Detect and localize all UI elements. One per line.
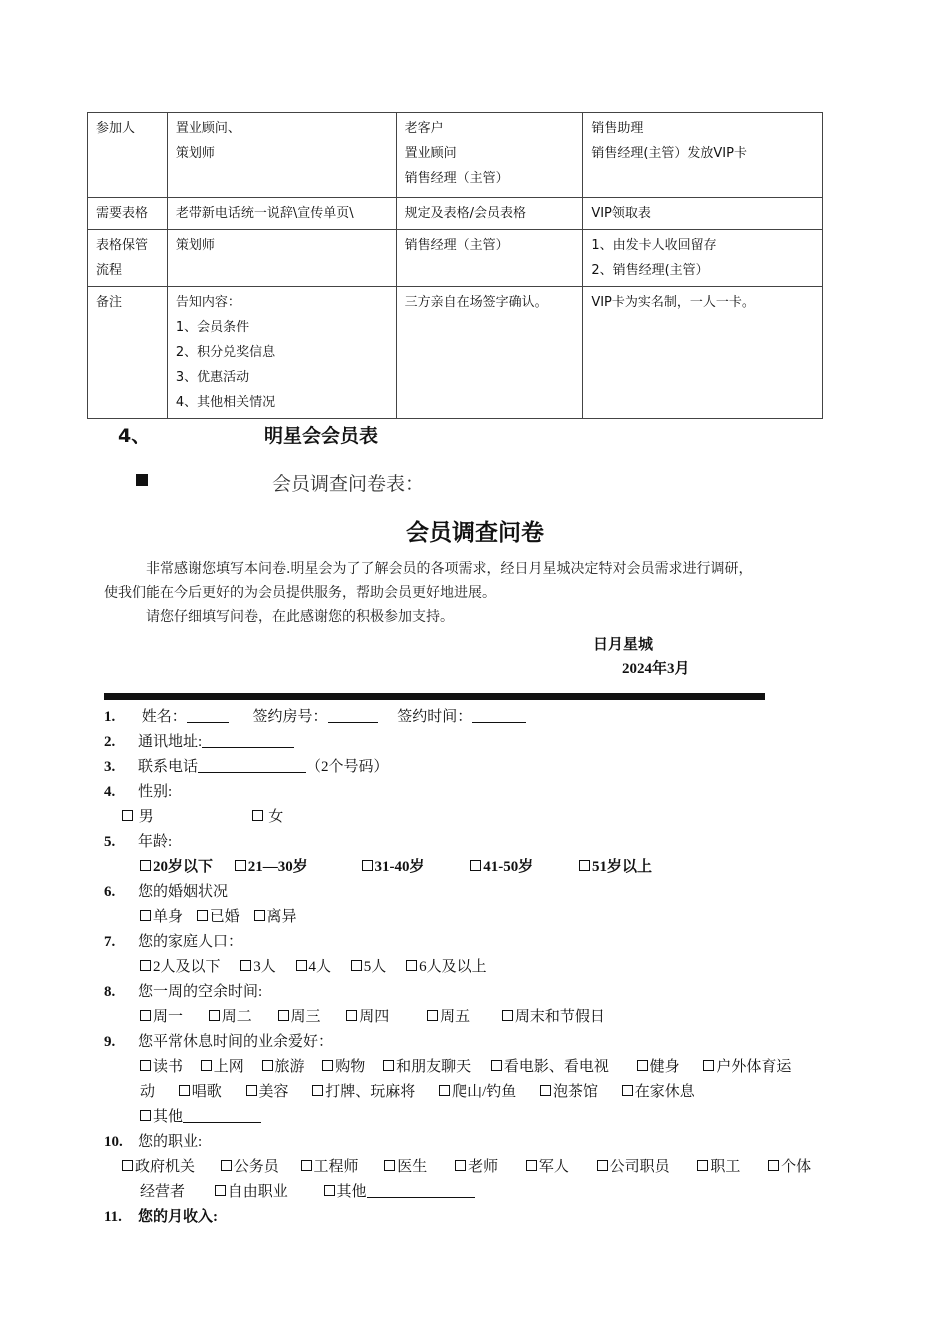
question-text: 您一周的空余时间:: [138, 984, 263, 1000]
cell-line: 3、优惠活动: [175, 370, 250, 385]
question-7: [104, 930, 243, 955]
name-field[interactable]: [187, 708, 229, 723]
address-field[interactable]: [202, 733, 294, 748]
cell-line: 销售经理(主管）发放VIP卡: [591, 146, 747, 161]
option[interactable]: [312, 1080, 415, 1105]
option[interactable]: [362, 855, 425, 880]
checkbox-icon: [470, 860, 481, 871]
question-number: 3.: [104, 759, 116, 775]
option[interactable]: [491, 1055, 609, 1080]
option[interactable]: [197, 905, 240, 930]
question-text: 性别:: [138, 784, 173, 800]
option[interactable]: [140, 905, 183, 930]
question-6: [104, 880, 228, 905]
table-cell: [583, 113, 823, 198]
option-label: 21—30岁: [247, 859, 308, 875]
checkbox-icon: [346, 1010, 357, 1021]
option[interactable]: [322, 1055, 365, 1080]
option-label: 周四: [359, 1009, 390, 1025]
checkbox-icon: [697, 1160, 708, 1171]
option[interactable]: [579, 855, 652, 880]
option-label: 41-50岁: [483, 859, 534, 875]
sign-date-field[interactable]: [472, 708, 526, 723]
option-label: 看电影、看电视: [503, 1059, 609, 1075]
option[interactable]: [622, 1080, 695, 1105]
option-label: 其他: [153, 1109, 184, 1125]
option[interactable]: [140, 1055, 183, 1080]
table-cell: 三方亲自在场签字确认。: [396, 287, 583, 419]
checkbox-icon: [502, 1010, 513, 1021]
checkbox-icon: [427, 1010, 438, 1021]
option-label: 军人: [538, 1159, 569, 1175]
signer: 日月星城: [593, 637, 654, 653]
option-label: 老师: [468, 1159, 499, 1175]
option-label: 4人: [308, 959, 332, 975]
checkbox-icon: [324, 1185, 335, 1196]
question-text: 您的职业:: [138, 1134, 203, 1150]
question-number: 4.: [104, 784, 116, 800]
option-label: 其他: [336, 1184, 367, 1200]
option-label: 职工: [710, 1159, 741, 1175]
question-number: 7.: [104, 934, 116, 950]
question-9: [104, 1030, 333, 1055]
option[interactable]: [179, 1080, 222, 1105]
option-label: 打牌、玩麻将: [325, 1084, 416, 1100]
option-label: 上网: [213, 1059, 244, 1075]
square-bullet-icon: [136, 474, 148, 486]
option-label: 户外体育运: [716, 1059, 792, 1075]
intro-line-3: 请您仔细填写问卷，在此感谢您的积极参加支持。: [146, 609, 454, 625]
q10-options-row2: [140, 1180, 475, 1205]
survey-title: 会员调查问卷: [406, 520, 544, 546]
question-text: 联系电话: [138, 759, 199, 775]
cell-line: 2、销售经理(主管）: [591, 263, 709, 278]
option[interactable]: [406, 955, 487, 980]
checkbox-icon: [351, 960, 362, 971]
option-label: 6人及以上: [419, 959, 487, 975]
checkbox-icon: [252, 810, 263, 821]
option[interactable]: [240, 955, 276, 980]
q5-options: [140, 855, 652, 880]
question-number: 11.: [104, 1209, 122, 1225]
checkbox-icon: [235, 860, 246, 871]
table-cell: [167, 113, 396, 198]
phone-field[interactable]: [198, 758, 306, 773]
section-title: 明星会会员表: [264, 425, 379, 447]
question-11: [104, 1205, 218, 1230]
option-label: 医生: [397, 1159, 428, 1175]
checkbox-icon: [296, 960, 307, 971]
table-cell: [167, 287, 396, 419]
option[interactable]: [140, 1105, 261, 1130]
checkbox-icon: [278, 1010, 289, 1021]
option-label: 离异: [266, 909, 297, 925]
table-row: [88, 230, 823, 287]
checkbox-icon: [215, 1185, 226, 1196]
table-row: [88, 198, 823, 230]
option-label: 已婚: [209, 909, 240, 925]
participants-table: [87, 112, 823, 419]
option-label: 2人及以下: [153, 959, 221, 975]
checkbox-icon: [140, 860, 151, 871]
room-field[interactable]: [328, 708, 378, 723]
option[interactable]: [346, 1005, 389, 1030]
option-label: 政府机关: [135, 1159, 196, 1175]
option-label: 健身: [649, 1059, 680, 1075]
question-2: [104, 730, 294, 755]
question-4: [104, 780, 172, 805]
checkbox-icon: [579, 860, 590, 871]
cell-line: 销售助理: [591, 121, 644, 136]
option-label: 公司职员: [609, 1159, 670, 1175]
option-label: 工程师: [313, 1159, 359, 1175]
checkbox-icon: [768, 1160, 779, 1171]
checkbox-icon: [262, 1060, 273, 1071]
table-cell: [396, 113, 583, 198]
other-field[interactable]: [367, 1183, 475, 1198]
checkbox-icon: [140, 1060, 151, 1071]
cell-line: 1、由发卡人收回留存: [591, 238, 717, 253]
cell-line: 告知内容：: [175, 295, 241, 310]
cell-line: 销售经理（主管）: [404, 171, 509, 186]
option-label: 美容: [258, 1084, 289, 1100]
checkbox-icon: [140, 1110, 151, 1121]
checkbox-icon: [526, 1160, 537, 1171]
q7-options: [140, 955, 487, 980]
bullet-text: 会员调查问卷表：: [272, 473, 425, 495]
checkbox-icon: [597, 1160, 608, 1171]
table-cell: 老带新电话统一说辞\宣传单页\: [167, 198, 396, 230]
question-text: 您的家庭人口：: [138, 934, 244, 950]
option-label: 读书: [153, 1059, 184, 1075]
q9-options-row3: [140, 1105, 261, 1130]
cell-line: 1、会员条件: [175, 320, 250, 335]
option[interactable]: [427, 1005, 470, 1030]
checkbox-icon: [246, 1085, 257, 1096]
q9-options-row2: [140, 1080, 695, 1105]
table-cell: VIP领取表: [583, 198, 823, 230]
option-label: 周五: [440, 1009, 471, 1025]
intro-line-1: 非常感谢您填写本问卷.明星会为了了解会员的各项需求，经日月星城决定特对会员需求进行调研，: [146, 561, 753, 577]
option[interactable]: [455, 1155, 498, 1180]
q10-options-row1: [122, 1155, 811, 1180]
table-row: [88, 113, 823, 198]
date: 2024年3月: [622, 661, 690, 677]
option-label: 周三: [290, 1009, 321, 1025]
option-label: 男: [138, 809, 154, 825]
table-cell: 备注: [88, 287, 168, 419]
option[interactable]: [262, 1055, 305, 1080]
checkbox-icon: [322, 1060, 333, 1071]
option-label: 周一: [153, 1009, 184, 1025]
checkbox-icon: [179, 1085, 190, 1096]
question-10: [104, 1130, 202, 1155]
checkbox-icon: [406, 960, 417, 971]
other-field[interactable]: [183, 1108, 261, 1123]
option-label: 在家休息: [634, 1084, 695, 1100]
table-cell: VIP卡为实名制，一人一卡。: [583, 287, 823, 419]
option-label: 自由职业: [227, 1184, 288, 1200]
checkbox-icon: [201, 1060, 212, 1071]
question-number: 5.: [104, 834, 116, 850]
option[interactable]: [140, 955, 221, 980]
option[interactable]: [351, 955, 387, 980]
cell-line: 2、积分兑奖信息: [175, 345, 276, 360]
option-label: 购物: [335, 1059, 366, 1075]
question-1: [104, 705, 526, 730]
question-number: 9.: [104, 1034, 116, 1050]
intro-line-2: 使我们能在今后更好的为会员提供服务，帮助会员更好地进展。: [104, 585, 496, 601]
option-label: 单身: [153, 909, 184, 925]
option-label-continued: 经营者: [140, 1184, 186, 1200]
option[interactable]: [122, 1155, 195, 1180]
checkbox-icon: [140, 1010, 151, 1021]
option[interactable]: [540, 1080, 598, 1105]
room-label: 签约房号：: [252, 709, 328, 725]
question-suffix: （2个号码）: [306, 759, 389, 775]
question-text: 年龄:: [138, 834, 173, 850]
option-label: 公务员: [233, 1159, 279, 1175]
option-label: 爬山/钓鱼: [452, 1084, 517, 1100]
option-male[interactable]: [122, 805, 154, 830]
option-label: 周末和节假日: [514, 1009, 605, 1025]
option-label: 唱歌: [191, 1084, 222, 1100]
cell-line: 置业顾问、: [175, 121, 241, 136]
table-cell: 销售经理（主管）: [396, 230, 583, 287]
checkbox-icon: [122, 1160, 133, 1171]
option[interactable]: [439, 1080, 516, 1105]
checkbox-icon: [312, 1085, 323, 1096]
option[interactable]: [140, 855, 213, 880]
checkbox-icon: [383, 1060, 394, 1071]
option[interactable]: [384, 1155, 427, 1180]
q8-options: [140, 1005, 605, 1030]
option[interactable]: [140, 1005, 183, 1030]
name-label: 姓名：: [141, 709, 187, 725]
option-female[interactable]: [252, 805, 284, 830]
checkbox-icon: [209, 1010, 220, 1021]
sign-date-label: 签约时间：: [397, 709, 473, 725]
question-text: 通讯地址:: [138, 734, 203, 750]
table-cell: 表格保管流程: [88, 230, 168, 287]
option-label: 旅游: [274, 1059, 305, 1075]
checkbox-icon: [622, 1085, 633, 1096]
cell-line: 策划师: [175, 146, 215, 161]
checkbox-icon: [140, 910, 151, 921]
checkbox-icon: [455, 1160, 466, 1171]
option[interactable]: [526, 1155, 569, 1180]
checkbox-icon: [540, 1085, 551, 1096]
checkbox-icon: [240, 960, 251, 971]
q4-options: [122, 805, 283, 830]
checkbox-icon: [491, 1060, 502, 1071]
option-label: 20岁以下: [153, 859, 214, 875]
question-number: 2.: [104, 734, 116, 750]
table-cell: 规定及表格/会员表格: [396, 198, 583, 230]
option-label-continued: 动: [140, 1084, 156, 1100]
question-text: 您的婚姻状况: [138, 884, 229, 900]
option[interactable]: [246, 1080, 289, 1105]
cell-line: 4、其他相关情况: [175, 395, 276, 410]
option[interactable]: [278, 1005, 321, 1030]
option-label: 女: [268, 809, 284, 825]
checkbox-icon: [254, 910, 265, 921]
checkbox-icon: [122, 810, 133, 821]
question-number: 8.: [104, 984, 116, 1000]
checkbox-icon: [301, 1160, 312, 1171]
question-number: 1.: [104, 709, 116, 725]
option[interactable]: [221, 1155, 279, 1180]
question-number: 10.: [104, 1134, 123, 1150]
option[interactable]: [201, 1055, 244, 1080]
checkbox-icon: [140, 960, 151, 971]
cell-line: 置业顾问: [404, 146, 457, 161]
question-8: [104, 980, 262, 1005]
checkbox-icon: [384, 1160, 395, 1171]
checkbox-icon: [362, 860, 373, 871]
table-cell: [583, 230, 823, 287]
option[interactable]: [254, 905, 297, 930]
option[interactable]: [383, 1055, 471, 1080]
option[interactable]: [502, 1005, 605, 1030]
checkbox-icon: [703, 1060, 714, 1071]
table-row: [88, 287, 823, 419]
option-label: 泡茶馆: [552, 1084, 598, 1100]
section-number: 4、: [118, 425, 151, 447]
option-label: 5人: [363, 959, 387, 975]
option-label: 个体: [781, 1159, 812, 1175]
option-label: 51岁以上: [592, 859, 653, 875]
option[interactable]: [215, 1180, 288, 1205]
question-3: [104, 755, 389, 780]
table-cell: 参加人: [88, 113, 168, 198]
option[interactable]: [301, 1155, 359, 1180]
option[interactable]: [209, 1005, 252, 1030]
cell-line: 老客户: [404, 121, 444, 136]
checkbox-icon: [221, 1160, 232, 1171]
option[interactable]: [697, 1155, 740, 1180]
option[interactable]: [470, 855, 533, 880]
option-label: 3人: [253, 959, 276, 975]
checkbox-icon: [439, 1085, 450, 1096]
q6-options: [140, 905, 297, 930]
divider: [104, 693, 765, 700]
option[interactable]: [597, 1155, 670, 1180]
option[interactable]: [296, 955, 332, 980]
option-label: 周二: [221, 1009, 252, 1025]
option[interactable]: [235, 855, 308, 880]
option[interactable]: [768, 1155, 811, 1180]
question-text: 您平常休息时间的业余爱好：: [138, 1034, 334, 1050]
table-cell: 需要表格: [88, 198, 168, 230]
q9-options-row1: [140, 1055, 791, 1080]
checkbox-icon: [197, 910, 208, 921]
option[interactable]: [324, 1180, 475, 1205]
table-cell: 策划师: [167, 230, 396, 287]
option[interactable]: [637, 1055, 680, 1080]
option-label: 和朋友聊天: [396, 1059, 472, 1075]
checkbox-icon: [637, 1060, 648, 1071]
question-number: 6.: [104, 884, 116, 900]
option-label: 31-40岁: [374, 859, 425, 875]
question-text: 您的月收入:: [138, 1209, 218, 1225]
option[interactable]: [703, 1055, 791, 1080]
question-5: [104, 830, 172, 855]
